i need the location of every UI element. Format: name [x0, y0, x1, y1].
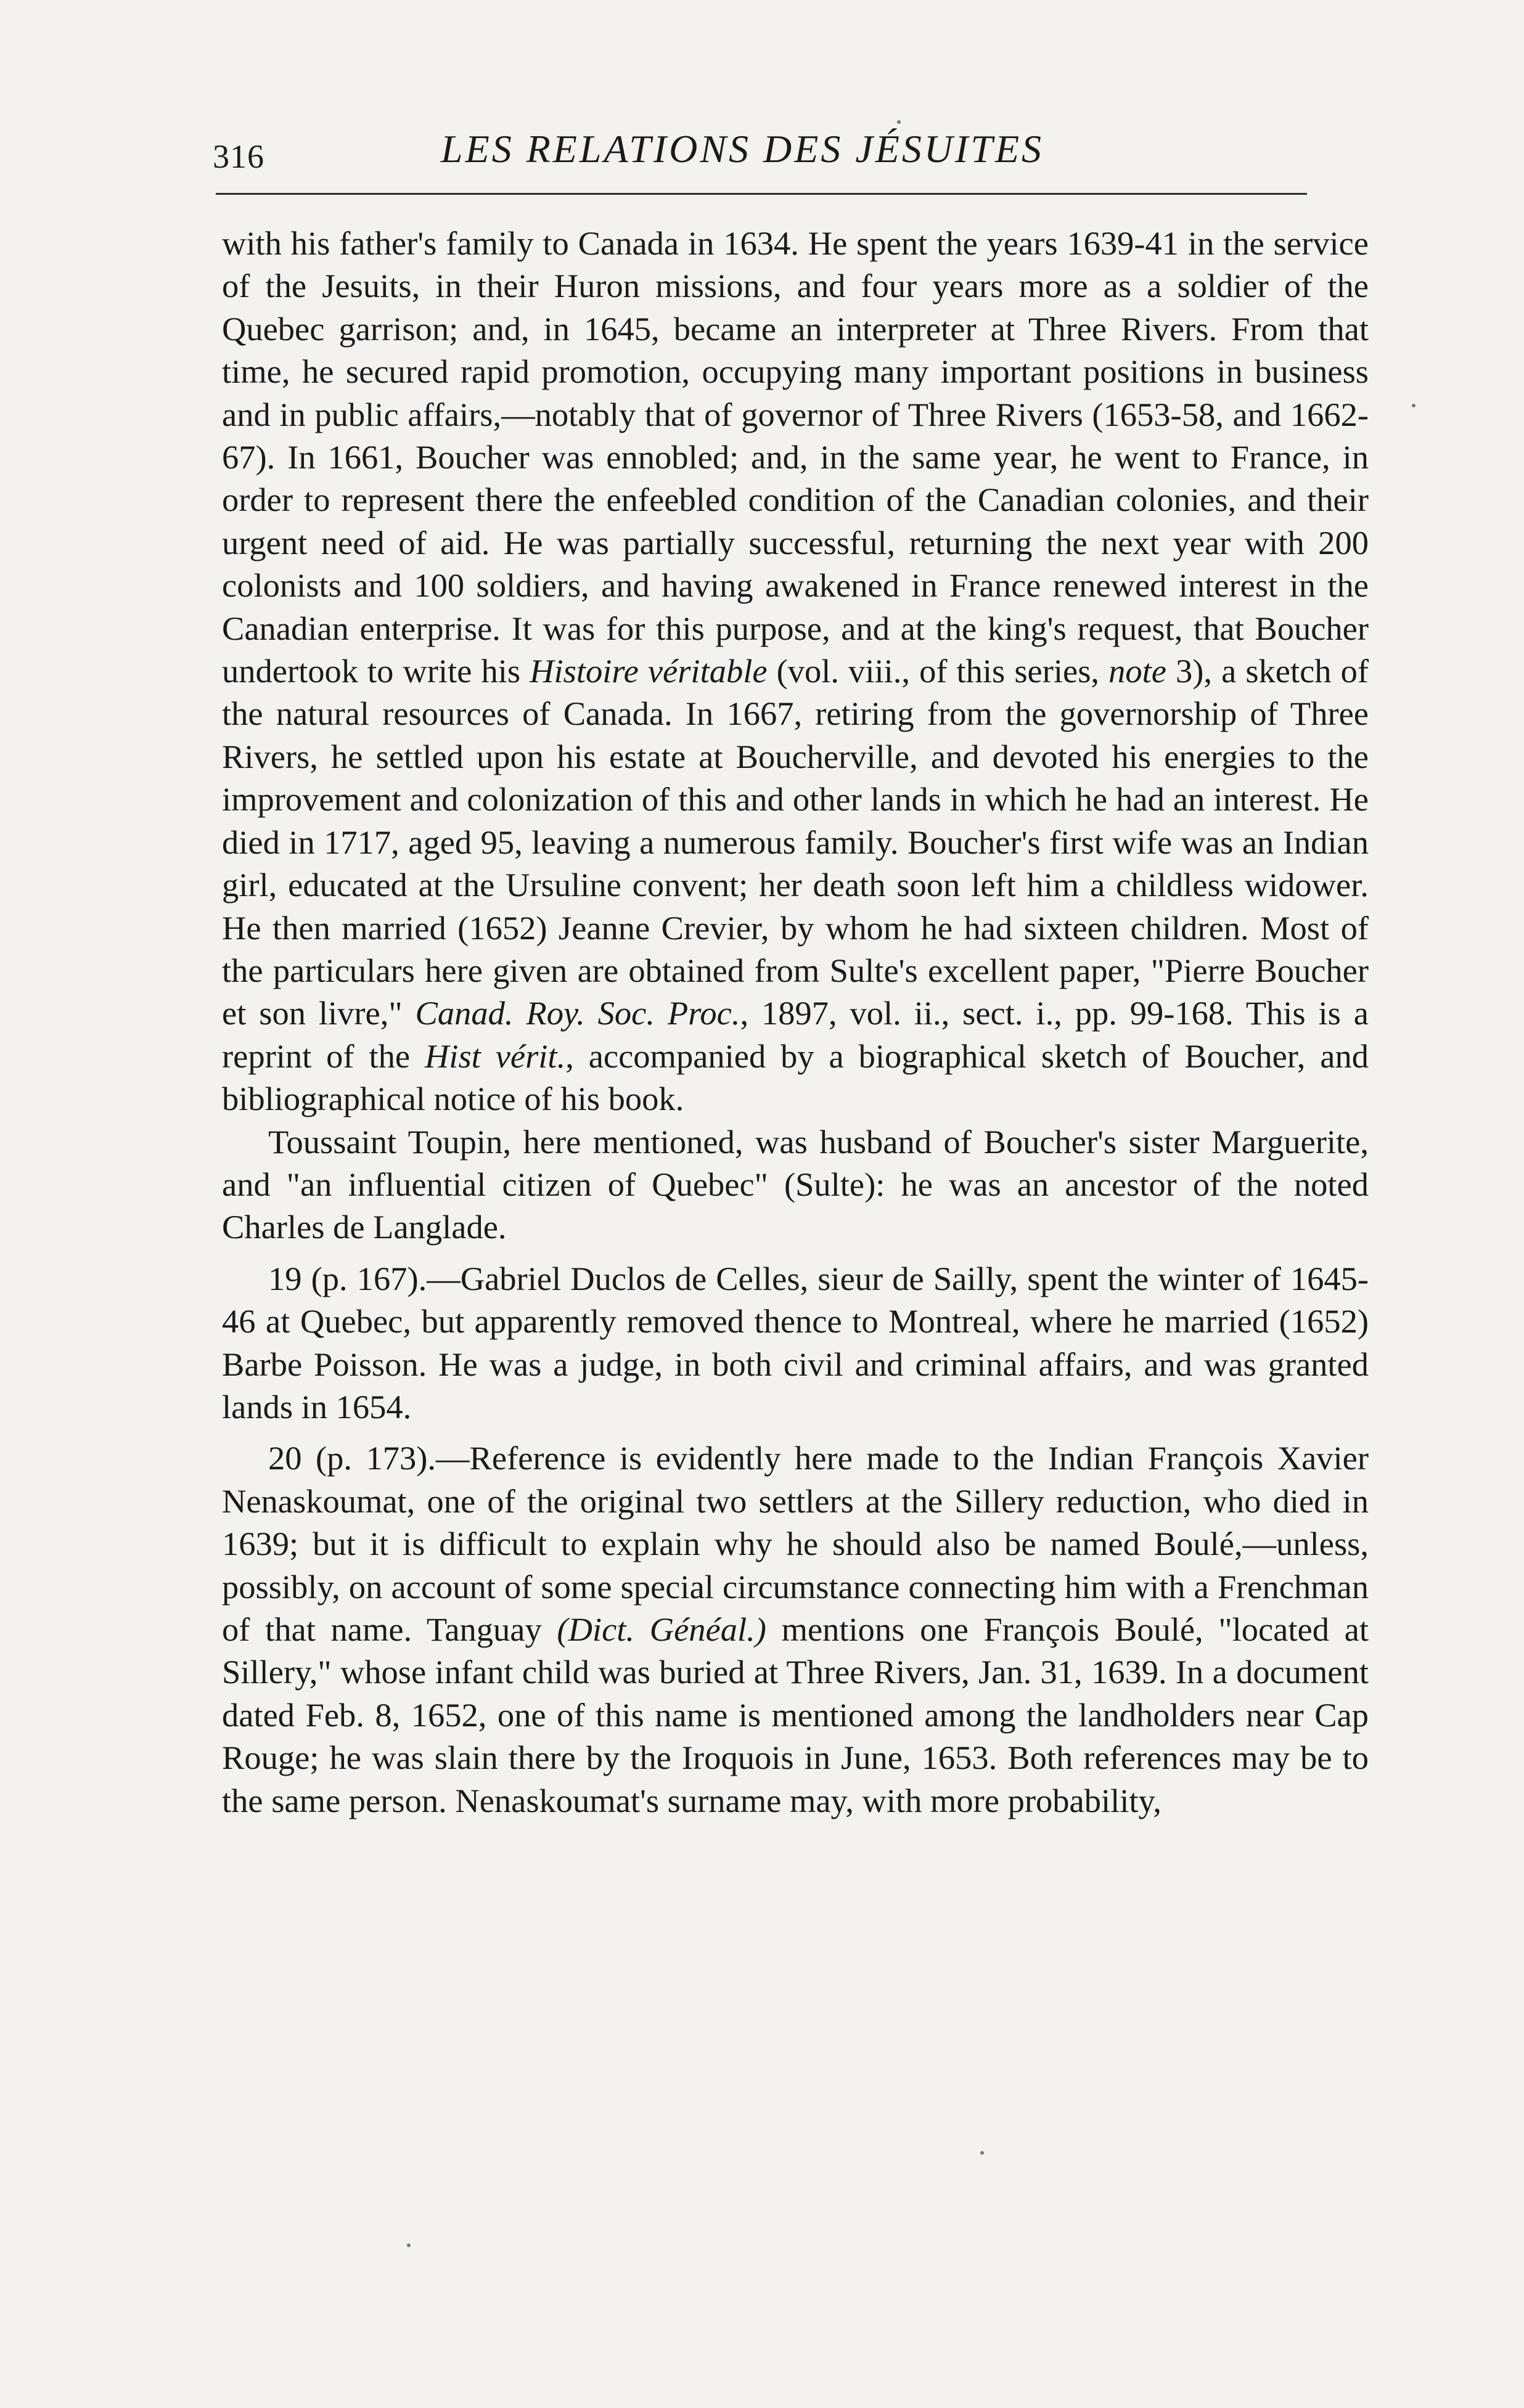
text-span: 3), a sketch of the natural resources of Canada. In 1667, retiring from the governorship of Three Rivers, he settled upon his estate at Boucherville, and devoted his energies to the improvement and colonization of this and other lands in which he had an interest. He died in 1717, aged 95, leaving a numerous family. Boucher's first wife was an Indian girl, educated at the Ursuline convent; her death soon left him a childless widower. He then married (1652) Jeanne Crevier, by whom he had sixteen children. Most of the particulars here given are obtained from Sulte's excellent paper, "Pierre Boucher et son livre,": [222, 652, 1369, 1032]
text-span: Toussaint Toupin, here mentioned, was husband of Boucher's sister Marguerite, and "an influential citizen of Quebec" (Sulte): he was an ancestor of the noted Charles de Langlade.: [222, 1122, 1369, 1246]
running-title: LES RELATIONS DES JÉSUITES: [441, 127, 1044, 171]
print-speck: [980, 2151, 984, 2155]
book-title-hist-verit: Hist vérit.: [424, 1037, 566, 1075]
text-span: mentions one François Boulé, "located at Sillery," whose infant child was buried at Three Rivers, Jan. 31, 1639. In a document dated Feb. 8, 1652, one of this name is mentioned among the landholders near Cap Rouge; he was slain there by the Iroquois in June, 1653. Both references may be to the same person. Nenaskoumat's surname may, with more probability,: [222, 1610, 1369, 1819]
text-span: , 1897, vol. ii., sect. i., pp. 99-168. This is a reprint of the: [222, 994, 1369, 1075]
text-span: (vol. viii., of this series,: [767, 652, 1109, 690]
italic-note: note: [1108, 652, 1166, 690]
paragraph-toupin: [222, 1120, 1369, 1249]
print-speck: [897, 120, 901, 124]
page-number: 316: [213, 138, 264, 175]
note-20: [222, 1437, 1369, 1822]
header-rule: [216, 193, 1307, 195]
book-title-histoire-veritable: Histoire véritable: [530, 652, 768, 690]
text-span: 19 (p. 167).—Gabriel Duclos de Celles, sieur de Sailly, spent the winter of 1645-46 at Quebec, but apparently removed thence to Montreal, where he married (1652) Barbe Poisson. He was a judge, in both civil and criminal affairs, and was granted lands in 1654.: [222, 1259, 1369, 1426]
journal-title-canad-roy-soc-proc: Canad. Roy. Soc. Proc.: [415, 994, 740, 1032]
text-span: 20 (p. 173).—Reference is evidently here made to the Indian François Xavier Nenaskoumat, one of the original two settlers at the Sillery reduction, who died in 1639; but it is difficult to explain why he should also be named Boulé,—unless, possibly, on account of some special circumstance connecting him with a Frenchman of that name. Tanguay: [222, 1439, 1369, 1648]
text-span: with his father's family to Canada in 1634. He spent the years 1639-41 in the service of the Jesuits, in their Huron missions, and four years more as a soldier of the Quebec garrison; and, in 1645, became an interpreter at Three Rivers. From that time, he secured rapid promotion, occupying many important positions in business and in public affairs,—notably that of governor of Three Rivers (1653-58, and 1662-67). In 1661, Boucher was ennobled; and, in the same year, he went to France, in order to represent there the enfeebled condition of the Canadian colonies, and their urgent need of aid. He was partially successful, returning the next year with 200 colonists and 100 soldiers, and having awakened in France renewed interest in the Canadian enterprise. It was for this purpose, and at the king's request, that Boucher undertook to write his: [222, 224, 1369, 690]
reference-dict-genealogique: (Dict. Généal.): [557, 1610, 766, 1648]
running-head: [213, 126, 1302, 194]
note-19: [222, 1257, 1369, 1429]
body-text: [222, 222, 1369, 1822]
paragraph-boucher: [222, 222, 1369, 1120]
print-speck: [1412, 404, 1415, 407]
print-speck: [407, 2243, 411, 2247]
text-span: , accompanied by a biographical sketch of Boucher, and bibliographical notice of his book.: [222, 1037, 1369, 1118]
